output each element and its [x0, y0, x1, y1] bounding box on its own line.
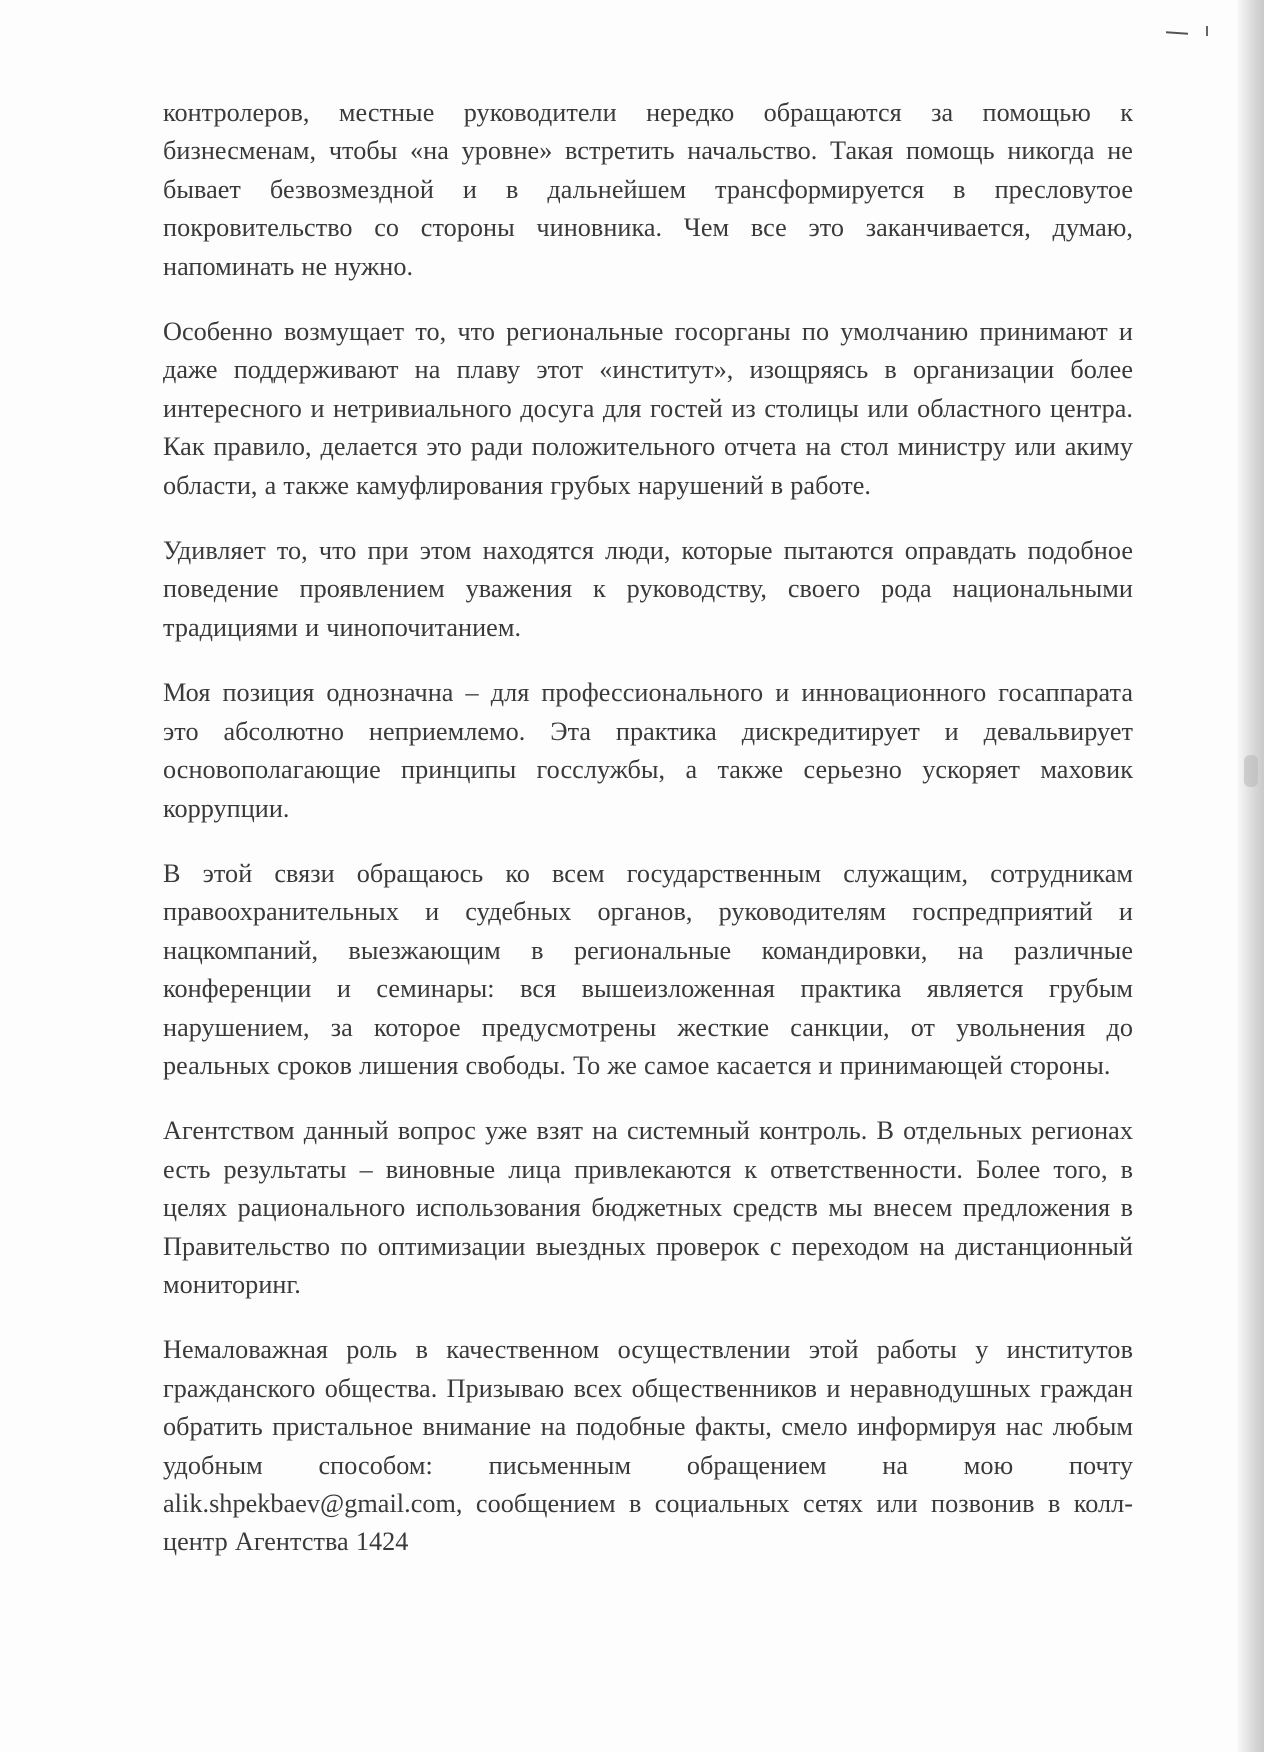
paragraph: Особенно возмущает то, что региональные госорганы по умолчанию принимают и даже поддерживают на плаву этот «институт», изощряясь в организации более интересного и нетривиального досуга для гостей из столицы или областного центра. Как правило, делается это ради положительного отчета на стол министру или акиму области, а также камуфлирования грубых нарушений в работе. — [163, 317, 1133, 500]
paragraph: контролеров, местные руководители нередко обращаются за помощью к бизнесменам, чтобы «на уровне» встретить начальство. Такая помощь никогда не бывает безвозмездной и в дальнейшем трансформируется в пресловутое покровительство со стороны чиновника. Чем все это заканчивается, думаю, напоминать не нужно. — [163, 98, 1133, 281]
paragraph: Моя позиция однозначна – для профессионального и инновационного госаппарата это абсолютно неприемлемо. Эта практика дискредитирует и девальвирует основополагающие принципы госслужбы, а также серьезно ускоряет маховик коррупции. — [163, 678, 1133, 823]
paragraph: Удивляет то, что при этом находятся люди, которые пытаются оправдать подобное поведение проявлением уважения к руководству, своего рода национальными традициями и чинопочитанием. — [163, 536, 1133, 642]
paragraph: Немаловажная роль в качественном осуществлении этой работы у институтов гражданского общества. Призываю всех общественников и неравнодушных граждан обратить пристальное внимание на подобные факты, смело информируя нас любым удобным способом: письменным обращением на мою почту alik.shpekbaev@gmail.com, сообщением в социальных сетях или позвонив в колл-центр Агентства 1424 — [163, 1335, 1133, 1557]
pen-mark-tick — [1206, 26, 1208, 36]
document-body — [163, 94, 1133, 1589]
pen-mark-dash — [1166, 31, 1188, 35]
scan-smudge — [1244, 755, 1258, 787]
scan-edge-shadow — [1238, 0, 1264, 1752]
paragraph: В этой связи обращаюсь ко всем государственным служащим, сотрудникам правоохранительных и судебных органов, руководителям госпредприятий и нацкомпаний, выезжающим в региональные командировки, на различные конференции и семинары: вся вышеизложенная практика является грубым нарушением, за которое предусмотрены жесткие санкции, от увольнения до реальных сроков лишения свободы. То же самое касается и принимающей стороны. — [163, 858, 1133, 1080]
paragraph: Агентством данный вопрос уже взят на системный контроль. В отдельных регионах есть результаты – виновные лица привлекаются к ответственности. Более того, в целях рационального использования бюджетных средств мы внесем предложения в Правительство по оптимизации выездных проверок с переходом на дистанционный мониторинг. — [163, 1116, 1133, 1299]
pen-mark — [1166, 26, 1226, 38]
